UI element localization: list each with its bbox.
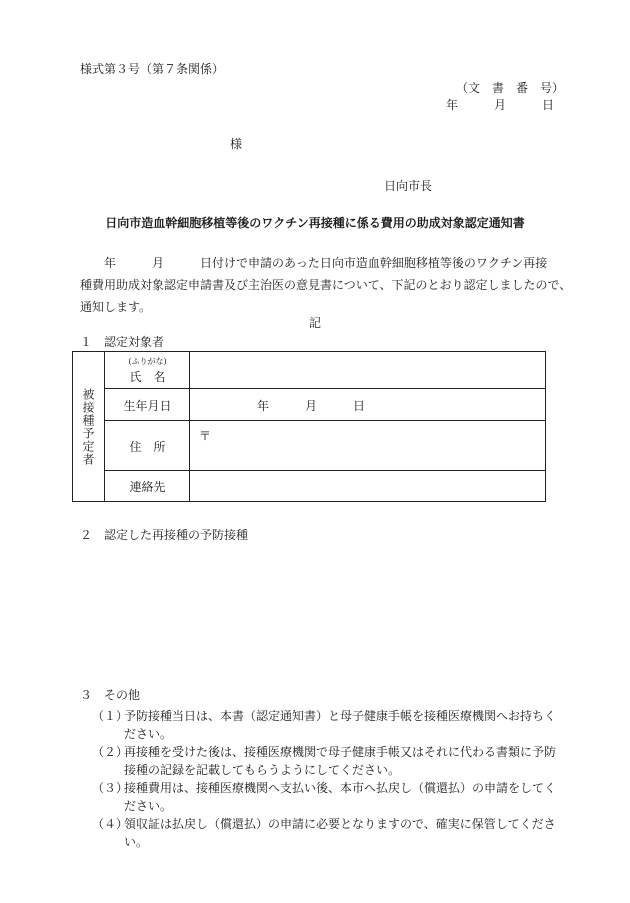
- address-field[interactable]: [190, 421, 545, 470]
- note-4-number: （４）: [92, 817, 129, 831]
- name-field[interactable]: [190, 352, 545, 388]
- note-3-number: （３）: [92, 781, 129, 795]
- recipient-side-label: 被接種予定者: [81, 387, 95, 466]
- document-number: （文 書 番 号）: [456, 81, 565, 95]
- body-line-3: 通知します。: [80, 300, 152, 314]
- note-1-number: （１）: [92, 709, 129, 723]
- note-2-line-1: 再接種を受けた後は、接種医療機関で母子健康手帳又はそれに代わる書類に予防: [124, 745, 557, 759]
- ki-marker: 記: [308, 316, 321, 330]
- section-1-heading: １ 認定対象者: [80, 335, 165, 349]
- document-title: 日向市造血幹細胞移植等後のワクチン再接種に係る費用の助成対象認定通知書: [105, 216, 525, 230]
- note-2-line-2: 接種の記録を記載してもらうようにしてください。: [124, 763, 401, 777]
- note-1-line-2: ださい。: [124, 727, 173, 741]
- contact-label: 連絡先: [129, 480, 166, 494]
- form-number: 様式第３号（第７条関係）: [80, 62, 225, 76]
- note-2-number: （２）: [92, 745, 129, 759]
- note-4-line-2: い。: [124, 835, 149, 849]
- note-3-line-1: 接種費用は、接種医療機関へ支払い後、本市へ払戻し（償還払）の申請をしてく: [124, 781, 557, 795]
- dob-label: 生年月日: [123, 399, 172, 413]
- note-4-line-1: 領収証は払戻し（償還払）の申請に必要となりますので、確実に保管してくださ: [124, 817, 556, 831]
- note-3-line-2: ださい。: [124, 799, 173, 813]
- name-label: 氏 名: [129, 370, 166, 384]
- body-line-1: 年 月 日付けで申請のあった日向市造血幹細胞移植等後のワクチン再接: [80, 256, 548, 270]
- issue-date: 年 月 日: [446, 98, 555, 112]
- postal-mark: 〒: [199, 429, 212, 443]
- section-2-heading: ２ 認定した再接種の予防接種: [80, 528, 249, 542]
- addressee-suffix: 様: [230, 137, 243, 151]
- note-1-line-1: 予防接種当日は、本書（認定通知書）と母子健康手帳を接種医療機関へお持ちく: [124, 709, 557, 723]
- section-3-heading: ３ その他: [80, 688, 141, 702]
- recipient-table: [72, 351, 546, 502]
- body-line-2: 種費用助成対象認定申請書及び主治医の意見書について、下記のとおり認定しましたので、: [80, 278, 572, 292]
- sender-name: 日向市長: [384, 179, 433, 193]
- contact-field[interactable]: [190, 471, 545, 501]
- dob-value: 年 月 日: [257, 399, 366, 413]
- address-label: 住 所: [129, 440, 166, 454]
- furigana-label: (ふりがな): [128, 357, 167, 366]
